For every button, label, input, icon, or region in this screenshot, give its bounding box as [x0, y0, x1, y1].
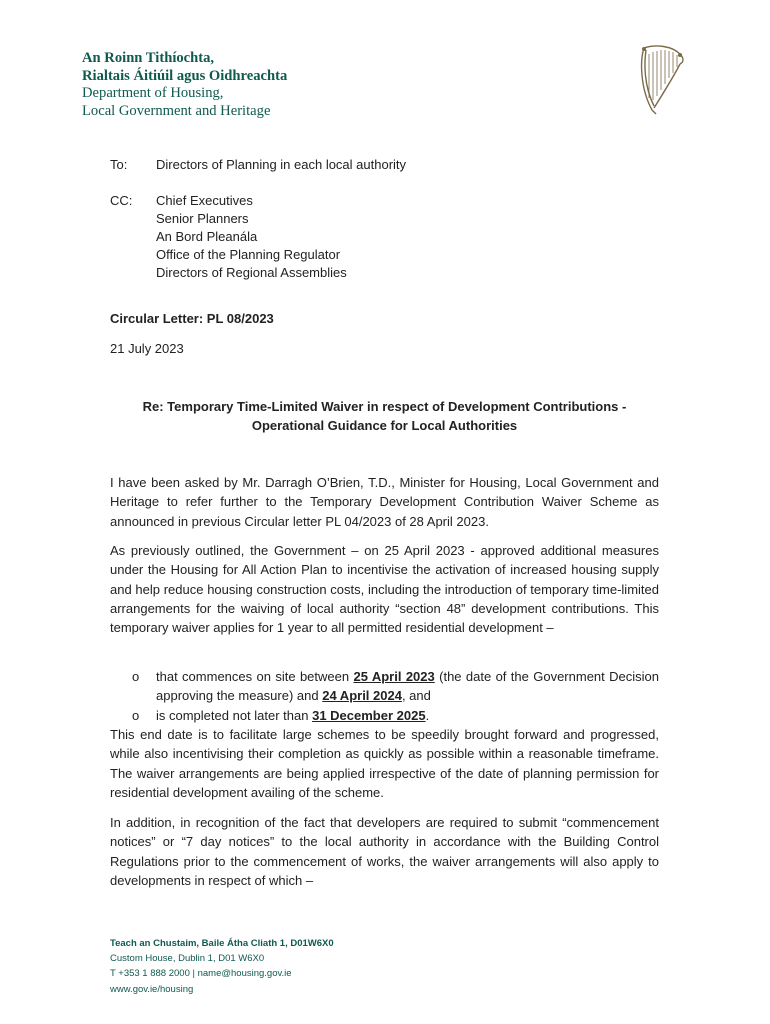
bullet-text: is completed not later than [156, 707, 313, 723]
footer-english-address: Custom House, Dublin 1, D01 W6X0 [110, 953, 265, 965]
bullet-item [110, 667, 659, 706]
paragraph-4 [110, 813, 659, 890]
bullet-text: , and [401, 688, 431, 704]
footer-address [110, 936, 334, 997]
paragraph-text: In addition, in recognition of the fact that developers are required to submit “commencement notices” or “7 day notices” to the local authority in accordance with the Building Control Regulations prior to the commencement of works, the waiver arrangements will also apply to developments in respect of which – [110, 815, 659, 888]
bullet-marker: o [132, 707, 140, 723]
letter-date: 21 July 2023 [110, 341, 184, 356]
bullet-list [110, 667, 659, 725]
cc-item: An Bord Pleanála [156, 229, 258, 244]
paragraph-text: This end date is to facilitate large schemes to be speedily brought forward and progressed, while also incentivising their completion as quickly as possible within a reasonable timeframe. The waiver arrangements are being applied irrespective of the date of planning permission for residential development availing of the scheme. [110, 727, 659, 800]
paragraph-text: I have been asked by Mr. Darragh O’Brien, T.D., Minister for Housing, Local Government and Heritage to refer further to the Temporary Development Contribution Waiver Scheme as announced in previous Circular letter PL 04/2023 of 28 April 2023. [110, 475, 659, 529]
to-value: Directors of Planning in each local authority [156, 157, 407, 172]
cc-label: CC: [110, 193, 133, 208]
date-start: 25 April 2023 [353, 669, 435, 684]
header-english-name-1: Department of Housing, [82, 85, 224, 101]
header-irish-name-1: An Roinn Tithíochta, [82, 50, 215, 66]
paragraph-1 [110, 473, 659, 531]
footer-irish-address: Teach an Chustaim, Baile Átha Cliath 1, D01W6X0 [110, 938, 334, 949]
header-english-name-2: Local Government and Heritage [82, 102, 271, 119]
footer-contact: T +353 1 888 2000 | name@housing.gov.ie [110, 968, 292, 980]
cc-item: Office of the Planning Regulator [156, 247, 341, 262]
bullet-marker: o [132, 669, 140, 684]
cc-item: Chief Executives [156, 193, 253, 208]
footer-website: www.gov.ie/housing [110, 983, 194, 995]
harp-icon [634, 40, 690, 118]
subject-line-2: Operational Guidance for Local Authorities [251, 417, 518, 433]
paragraph-2 [110, 541, 659, 637]
paragraph-3 [110, 725, 659, 802]
header-irish-name-2: Rialtais Áitiúil agus Oidhreachta [82, 67, 288, 84]
date-end: 24 April 2024 [322, 688, 402, 704]
bullet-text: . [425, 707, 430, 723]
subject-line-1: Re: Temporary Time-Limited Waiver in respect of Development Contributions - [142, 399, 627, 414]
to-label: To: [110, 157, 128, 172]
cc-item: Directors of Regional Assemblies [156, 265, 347, 280]
completion-date: 31 December 2025 [312, 707, 426, 723]
cc-item: Senior Planners [156, 211, 249, 226]
bullet-item [110, 706, 659, 725]
paragraph-text: As previously outlined, the Government – on 25 April 2023 - approved additional measures under the Housing for All Action Plan to incentivise the activation of increased housing supply and help reduce housing construction costs, including the introduction of temporary time-limited arrangements for the waiving of local authority “section 48” development contributions. This temporary waiver applies for 1 year to all permitted residential development – [110, 543, 659, 636]
bullet-text: (the date of the Government Decision approving the measure) and [156, 669, 659, 704]
bullet-text: that commences on site between [156, 669, 354, 684]
department-header [82, 50, 287, 120]
subject-line [110, 398, 659, 435]
circular-number: Circular Letter: PL 08/2023 [110, 311, 274, 326]
cc-list [156, 192, 347, 282]
